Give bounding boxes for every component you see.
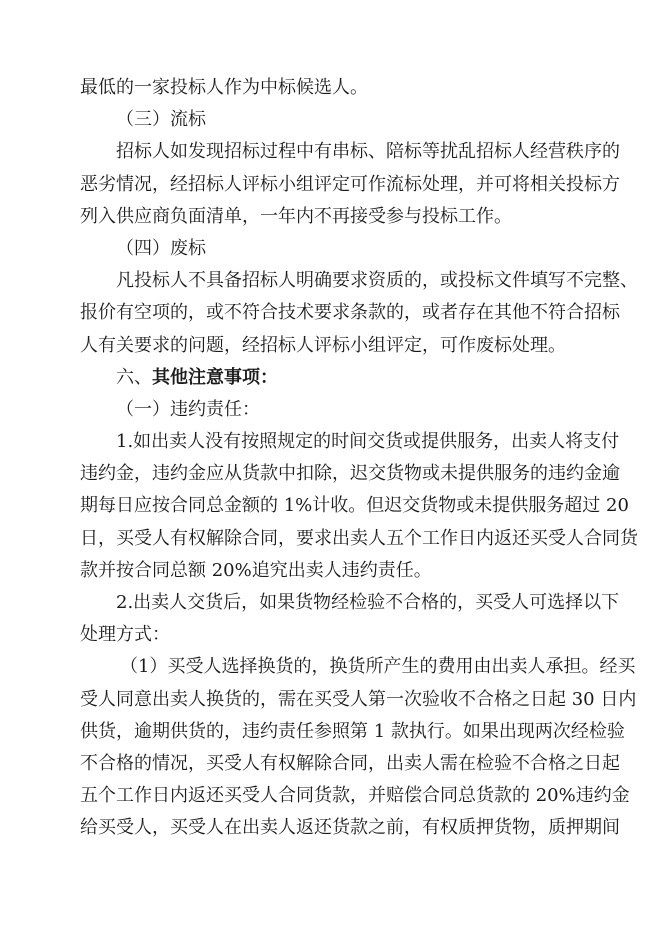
chapter-title: 其他注意事项：	[152, 366, 278, 388]
paragraph-line: 受人同意出卖人换货的，需在买受人第一次验收不合格之日起 30 日内	[80, 688, 637, 710]
section-heading-breach-liability: （一）违约责任：	[116, 398, 260, 420]
paragraph-line: 最低的一家投标人作为中标候选人。	[80, 77, 368, 98]
paragraph-line: 凡投标人不具备招标人明确要求资质的，或投标文件填写不完整、	[116, 270, 638, 292]
paragraph-line: 日，买受人有权解除合同，要求出卖人五个工作日内返还买受人合同货	[80, 527, 638, 549]
paragraph-line: 处理方式：	[80, 624, 170, 646]
paragraph-line: 报价有空项的，或不符合技术要求条款的，或者存在其他不符合招标	[80, 302, 620, 324]
paragraph-line: 列入供应商负面清单，一年内不再接受参与投标工作。	[80, 205, 512, 227]
paragraph-line: 给买受人，买受人在出卖人返还货款之前，有权质押货物，质押期间	[80, 817, 620, 839]
paragraph-line: 违约金，违约金应从货款中扣除，迟交货物或未提供服务的违约金逾	[80, 463, 620, 485]
paragraph-line: 期每日应按合同总金额的 1%计收。但迟交货物或未提供服务超过 20	[80, 495, 629, 517]
paragraph-line: 人有关要求的问题，经招标人评标小组评定，可作废标处理。	[80, 334, 566, 356]
chapter-heading-other-notes	[80, 362, 602, 394]
chapter-number: 六、	[116, 366, 152, 388]
section-heading-feibiao: （四）废标	[116, 237, 206, 259]
paragraph-line: 款并按合同总额 20%追究出卖人违约责任。	[80, 559, 432, 581]
section-heading-liubiao: （三）流标	[116, 109, 206, 131]
paragraph-line: 不合格的情况，买受人有权解除合同，出卖人需在检验不合格之日起	[80, 752, 620, 774]
paragraph-line: 1.如出卖人没有按照规定的时间交货或提供服务，出卖人将支付	[116, 431, 620, 453]
paragraph-line: 恶劣情况，经招标人评标小组评定可作流标处理，并可将相关投标方	[80, 173, 620, 195]
paragraph-line: 招标人如发现招标过程中有串标、陪标等扰乱招标人经营秩序的	[116, 141, 620, 163]
paragraph-line: 五个工作日内返还买受人合同货款，并赔偿合同总货款的 20%违约金	[80, 785, 630, 807]
document-page	[80, 72, 638, 845]
paragraph-line: 供货，逾期供货的，违约责任参照第 1 款执行。如果出现两次经检验	[80, 720, 625, 742]
paragraph-line: 2.出卖人交货后，如果货物经检验不合格的，买受人可选择以下	[116, 592, 620, 613]
paragraph-line: （1）买受人选择换货的，换货所产生的费用由出卖人承担。经买	[120, 656, 636, 678]
